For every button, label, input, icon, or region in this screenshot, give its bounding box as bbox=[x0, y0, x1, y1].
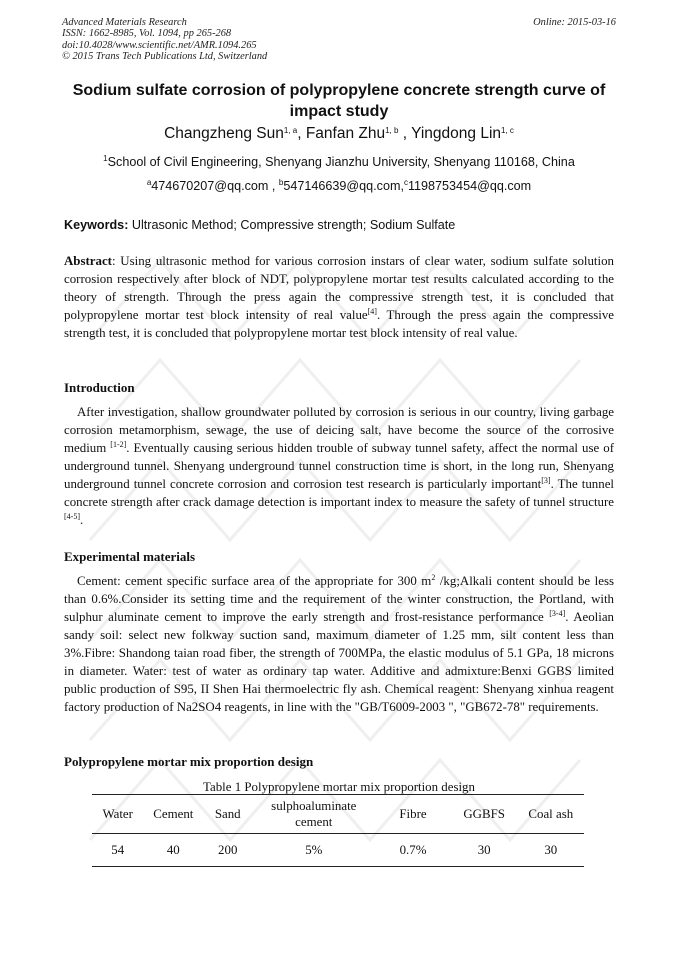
materials-paragraph: Cement: cement specific surface area of the appropriate for 300 $m^2$ /kg;Alkali content should be less than 0.6%.Consider its setting time and the requirement of the winter construction, the Portland, with sulphur aluminate cement to improve the early strength and frost-resistance performance [3-4]. Aeolian sandy soil: select new folkway suction sand, maximum diameter of 1.25 mm, silt content less than 3%.Fibre: Shandong taian road fiber, the strength of 700MPa, the elastic modulus of 5.1 GPa, 18 microns in diameter. Water: test of water as ordinary tap water. Additive and admixture:Benxi GGBS limited public production of S95, II Shen Hai thermoelectric fly ash. Chemical reagent: Shenyang xinhua reagent factory production of Na2SO4 reagents, in line with the "GB/T6009-2003 ", "GB672-78" requirements. bbox=[64, 573, 615, 714]
email-link[interactable]: 547146639@qq.com, bbox=[283, 179, 404, 193]
citation[interactable]: [4-5] bbox=[64, 512, 80, 521]
introduction-paragraph: After investigation, shallow groundwater polluted by corrosion is serious in our country, living garbage corrosion metamorphism, sewage, the use of deicing salt, have become the source of the corrosive medium [1-2]. Eventually causing serious hidden trouble of subway tunnel safety, affect the normal use of underground tunnel. Shenyang underground tunnel construction time is short, in the long run, Shenyang underground tunnel concrete corrosion and corrosion test research is particularly important[3]. The tunnel concrete strength after crack damage detection is important index to measure the safety of tunnel structure [4-5]. bbox=[64, 405, 615, 527]
table-cell: 40 bbox=[143, 834, 203, 867]
table-cell: 30 bbox=[451, 834, 518, 867]
author-name: Yingdong Lin bbox=[411, 125, 502, 142]
table-caption: Table 1 Polypropylene mortar mix proportion design bbox=[203, 780, 475, 794]
abstract: Abstract: Using ultrasonic method for various corrosion instars of clear water, sodium sulfate solution corrosion respectively after block of NDT, polypropylene mortar test results calculated according to the theory of strength. Through the press again the compressive strength test, it is concluded that polypropylene mortar test block intensity of real value[4]. Through the press again the compressive strength test, it is concluded that polypropylene mortar test block intensity of real value. bbox=[64, 254, 615, 340]
table-cell: 54 bbox=[92, 834, 143, 867]
journal-doi: doi:10.4028/www.scientific.net/AMR.1094.265 bbox=[62, 39, 257, 51]
author-emails: $^a$474670207@qq.com , $^b$547146639@qq.com,$^c$1198753454@qq.com bbox=[146, 178, 532, 193]
citation[interactable]: [1-2] bbox=[110, 440, 127, 449]
table-row bbox=[92, 834, 584, 867]
table-header-cell: GGBFS bbox=[451, 795, 518, 834]
section-heading-materials: Experimental materials bbox=[64, 549, 196, 564]
author-list: Changzheng Sun$^{1, a}$, Fanfan Zhu$^{1, b}$ , Yingdong Lin$^{1, c}$ bbox=[164, 125, 514, 142]
email-link[interactable]: 474670207@qq.com , bbox=[151, 179, 276, 193]
citation[interactable]: [3] bbox=[541, 476, 551, 485]
citation[interactable]: [3-4] bbox=[549, 609, 566, 618]
citation[interactable]: [4] bbox=[367, 307, 377, 316]
paper-title bbox=[60, 80, 618, 122]
section-heading-mix-design: Polypropylene mortar mix proportion design bbox=[64, 754, 314, 769]
journal-header bbox=[62, 17, 267, 63]
table-cell: 30 bbox=[518, 834, 584, 867]
table-header-cell: Water bbox=[92, 795, 143, 834]
author-affil-mark: 1, c bbox=[501, 126, 514, 135]
table-cell: 200 bbox=[203, 834, 252, 867]
title-line-1: Sodium sulfate corrosion of polypropylene concrete strength curve of bbox=[72, 82, 606, 99]
email-link[interactable]: 1198753454@qq.com bbox=[407, 179, 532, 193]
section-heading-introduction: Introduction bbox=[64, 380, 135, 395]
keywords: Keywords: Ultrasonic Method; Compressive strength; Sodium Sulfate bbox=[64, 218, 456, 232]
table-header-cell: Coal ash bbox=[518, 795, 584, 834]
journal-name: Advanced Materials Research bbox=[62, 17, 187, 28]
journal-issn: ISSN: 1662-8985, Vol. 1094, pp 265-268 bbox=[62, 28, 232, 40]
table-header-cell: Fibre bbox=[375, 795, 450, 834]
table-cell: 0.7% bbox=[375, 834, 450, 867]
abstract-label: Abstract bbox=[64, 254, 112, 268]
journal-copyright: © 2015 Trans Tech Publications Ltd, Switzerland bbox=[62, 51, 268, 63]
affiliation: $^1$School of Civil Engineering, Shenyang Jianzhu University, Shenyang 110168, China bbox=[103, 154, 575, 169]
online-date: Online: 2015-03-16 bbox=[533, 17, 616, 28]
mix-proportion-table bbox=[92, 794, 584, 867]
author-affil-mark: 1, a bbox=[283, 126, 298, 135]
table-header-cell: Sand bbox=[203, 795, 252, 834]
author-name: Changzheng Sun bbox=[164, 125, 284, 142]
title-line-2: impact study bbox=[289, 103, 389, 120]
table-header-cell: Cement bbox=[143, 795, 203, 834]
table-header-row bbox=[92, 795, 584, 834]
superscript-exponent: 2 bbox=[431, 573, 436, 582]
author-name: Fanfan Zhu bbox=[305, 125, 386, 142]
table-header-cell: sulphoaluminate cement bbox=[252, 795, 375, 834]
author-affil-mark: 1, b bbox=[385, 126, 399, 135]
table-cell: 5% bbox=[252, 834, 375, 867]
keywords-label: Keywords: bbox=[64, 218, 129, 232]
